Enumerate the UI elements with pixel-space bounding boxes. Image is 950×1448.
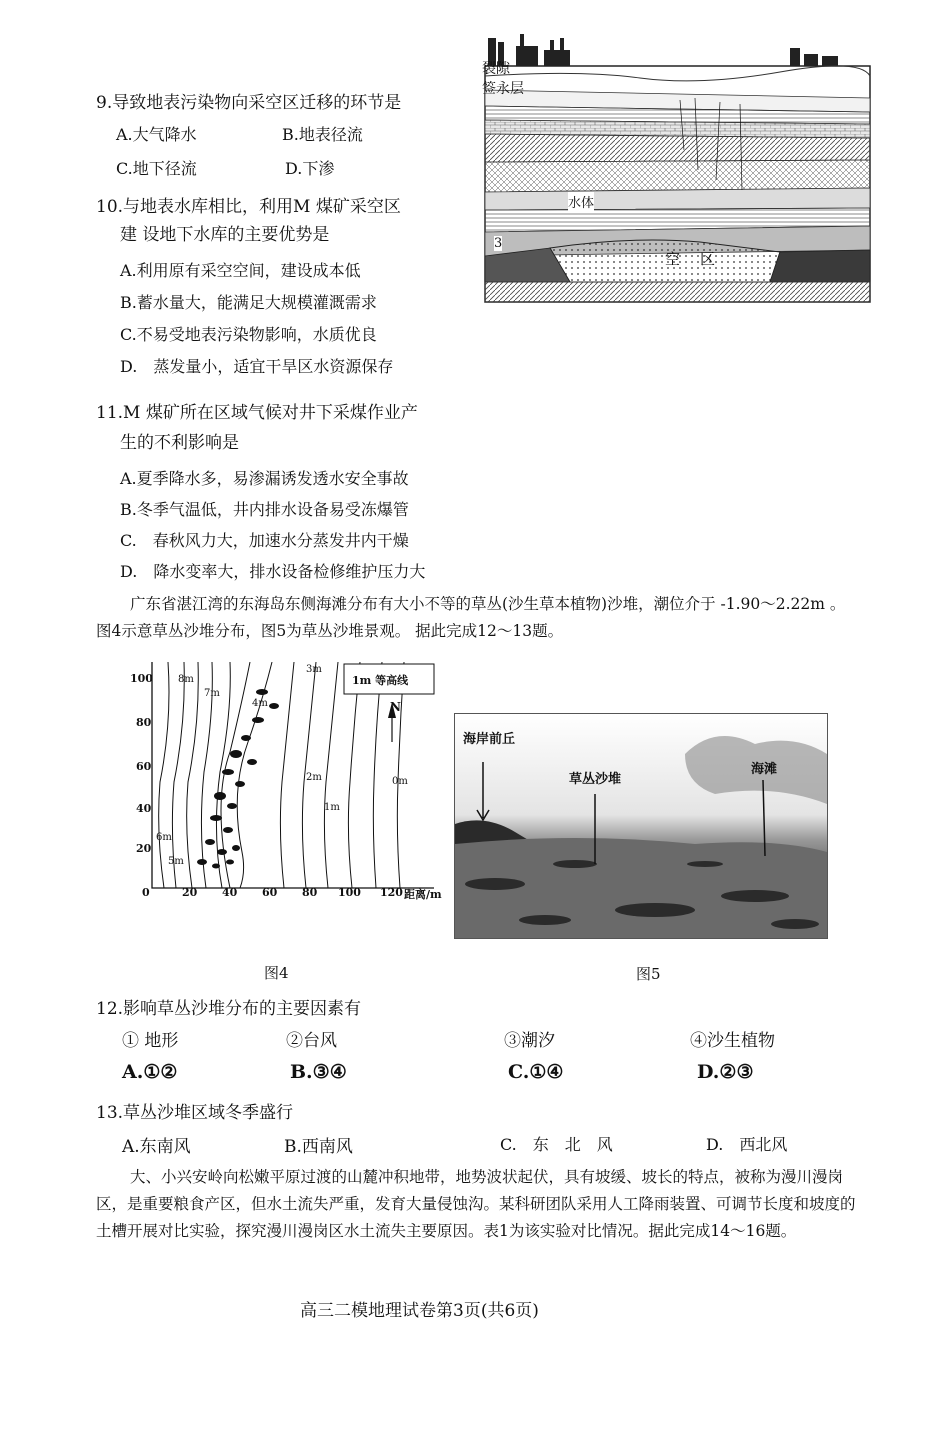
question-11-option-b[interactable]: B.冬季气温低，井内排水设备易受冻爆管 xyxy=(120,500,409,519)
fig4-north-label: N xyxy=(390,700,401,714)
factory-icon xyxy=(488,34,838,68)
fig4-contour-label: 2m xyxy=(306,772,322,783)
landscape-drawing xyxy=(455,714,827,938)
question-10-option-d[interactable]: D. 蒸发量小，适宜干旱区水资源保存 xyxy=(120,357,394,376)
question-13-option-d[interactable]: D. 西北风 xyxy=(706,1135,788,1154)
fig4-x-unit: 距离/m xyxy=(404,888,442,901)
figure-3-geologic-section xyxy=(480,20,872,305)
fig4-contour-label: 0m xyxy=(392,776,408,787)
fig3-label-goaf: 空区 xyxy=(665,250,736,268)
intro-paragraph-12-13: 广东省湛江湾的东海岛东侧海滩分布有大小不等的草丛(沙生草本植物)沙堆，潮位介于 -1.90～2.22m 。 图4示意草丛沙堆分布，图5为草丛沙堆景观。 据此完成12～13题。 xyxy=(96,595,846,640)
question-10-option-b[interactable]: B.蓄水量大，能满足大规模灌溉需求 xyxy=(120,293,377,312)
question-13-option-b[interactable]: B.西南风 xyxy=(284,1137,353,1157)
fig4-contour-label: 3m xyxy=(306,664,322,675)
page-footer: 高三二模地理试卷第3页(共6页) xyxy=(300,1301,539,1321)
fig4-contour-label: 5m xyxy=(168,856,184,867)
fig5-label-grass-dune: 草丛沙堆 xyxy=(569,772,622,787)
fig4-contour-label: 8m xyxy=(178,674,194,685)
question-12-option-c[interactable]: C.①④ xyxy=(508,1061,564,1083)
fig4-contour-label: 1m xyxy=(324,802,340,813)
question-12-stem: 12.影响草丛沙堆分布的主要因素有 xyxy=(96,999,362,1019)
question-12-option-a[interactable]: A.①② xyxy=(122,1061,178,1083)
fig4-contour-label: 7m xyxy=(204,688,220,699)
fig3-label-layer: 签永层 xyxy=(482,81,524,97)
fig4-y-tick: 40 xyxy=(136,802,152,815)
question-13-stem: 13.草丛沙堆区域冬季盛行 xyxy=(96,1103,294,1123)
fig3-label-aquifer: 水体 xyxy=(568,192,594,211)
fig4-y-tick: 60 xyxy=(136,760,152,773)
fig4-x-tick: 100 xyxy=(338,886,361,899)
fig4-x-tick: 0 xyxy=(142,886,150,899)
question-9-stem: 9.导致地表污染物向采空区迁移的环节是 xyxy=(96,93,402,113)
fig4-y-tick: 80 xyxy=(136,716,152,729)
question-9-option-c[interactable]: C.地下径流 xyxy=(116,159,197,178)
fig4-contour-label: 6m xyxy=(156,832,172,843)
fig4-x-tick: 60 xyxy=(262,886,278,899)
figure-4-contour-map xyxy=(112,662,442,900)
question-10-option-c[interactable]: C.不易受地表污染物影响，水质优良 xyxy=(120,325,377,344)
question-10-stem-line1: 10.与地表水库相比，利用M 煤矿采空区 xyxy=(96,197,401,217)
fig5-label-foredune: 海岸前丘 xyxy=(463,732,516,747)
fig5-label-beach: 海滩 xyxy=(751,762,778,777)
question-11-stem-line2: 生的不利影响是 xyxy=(120,433,239,453)
question-12-factor-1: ① 地形 xyxy=(122,1031,179,1051)
question-12-factor-2: ②台风 xyxy=(286,1031,337,1051)
fig4-y-tick: 20 xyxy=(136,842,152,855)
fig3-label-number: 3 xyxy=(494,236,503,251)
fig4-x-tick: 20 xyxy=(182,886,198,899)
question-11-option-d[interactable]: D. 降水变率大，排水设备检修维护压力大 xyxy=(120,562,426,581)
fig4-x-tick: 80 xyxy=(302,886,318,899)
fig4-legend: 1m 等高线 xyxy=(352,674,409,687)
question-12-factor-3: ③潮汐 xyxy=(504,1031,555,1051)
question-13-option-a[interactable]: A.东南风 xyxy=(122,1137,191,1157)
question-10-stem-line2: 建 设地下水库的主要优势是 xyxy=(120,225,330,245)
figure-4-caption: 图4 xyxy=(264,964,289,982)
figure-5-caption: 图5 xyxy=(636,965,661,983)
question-13-option-c[interactable]: C. 东 北 风 xyxy=(500,1135,613,1154)
question-9-option-b[interactable]: B.地表径流 xyxy=(282,125,363,144)
question-10-option-a[interactable]: A.利用原有采空空间，建设成本低 xyxy=(120,261,361,280)
question-12-factor-4: ④沙生植物 xyxy=(690,1031,775,1051)
question-9-option-d[interactable]: D.下渗 xyxy=(285,159,335,178)
fig4-x-tick: 120 xyxy=(380,886,403,899)
fig4-y-tick: 100 xyxy=(130,672,153,685)
question-11-option-c[interactable]: C. 春秋风力大，加速水分蒸发井内干燥 xyxy=(120,531,409,550)
fig4-contour-label: 4m xyxy=(252,698,268,709)
question-11-option-a[interactable]: A.夏季降水多，易渗漏诱发透水安全事故 xyxy=(120,469,409,488)
figure-5-landscape-photo xyxy=(454,713,828,939)
intro-paragraph-14-16: 大、小兴安岭向松嫩平原过渡的山麓冲积地带，地势波状起伏，具有坡缓、坡长的特点，被称为漫川漫岗区，是重要粮食产区，但水土流失严重，发育大量侵蚀沟。某科研团队采用人工降雨装置、可调节长度和坡度的土槽开展对比实验，探究漫川漫岗区水土流失主要原因。表1为该实验对比情况。据此完成14～16题。 xyxy=(96,1168,856,1240)
question-11-stem-line1: 11.M 煤矿所在区域气候对井下采煤作业产 xyxy=(96,403,418,423)
question-12-option-b[interactable]: B.③④ xyxy=(290,1061,347,1083)
question-12-option-d[interactable]: D.②③ xyxy=(697,1061,754,1083)
fig4-x-tick: 40 xyxy=(222,886,238,899)
fig3-label-fracture: 裂隙 xyxy=(482,61,510,77)
question-9-option-a[interactable]: A.大气降水 xyxy=(116,125,197,144)
